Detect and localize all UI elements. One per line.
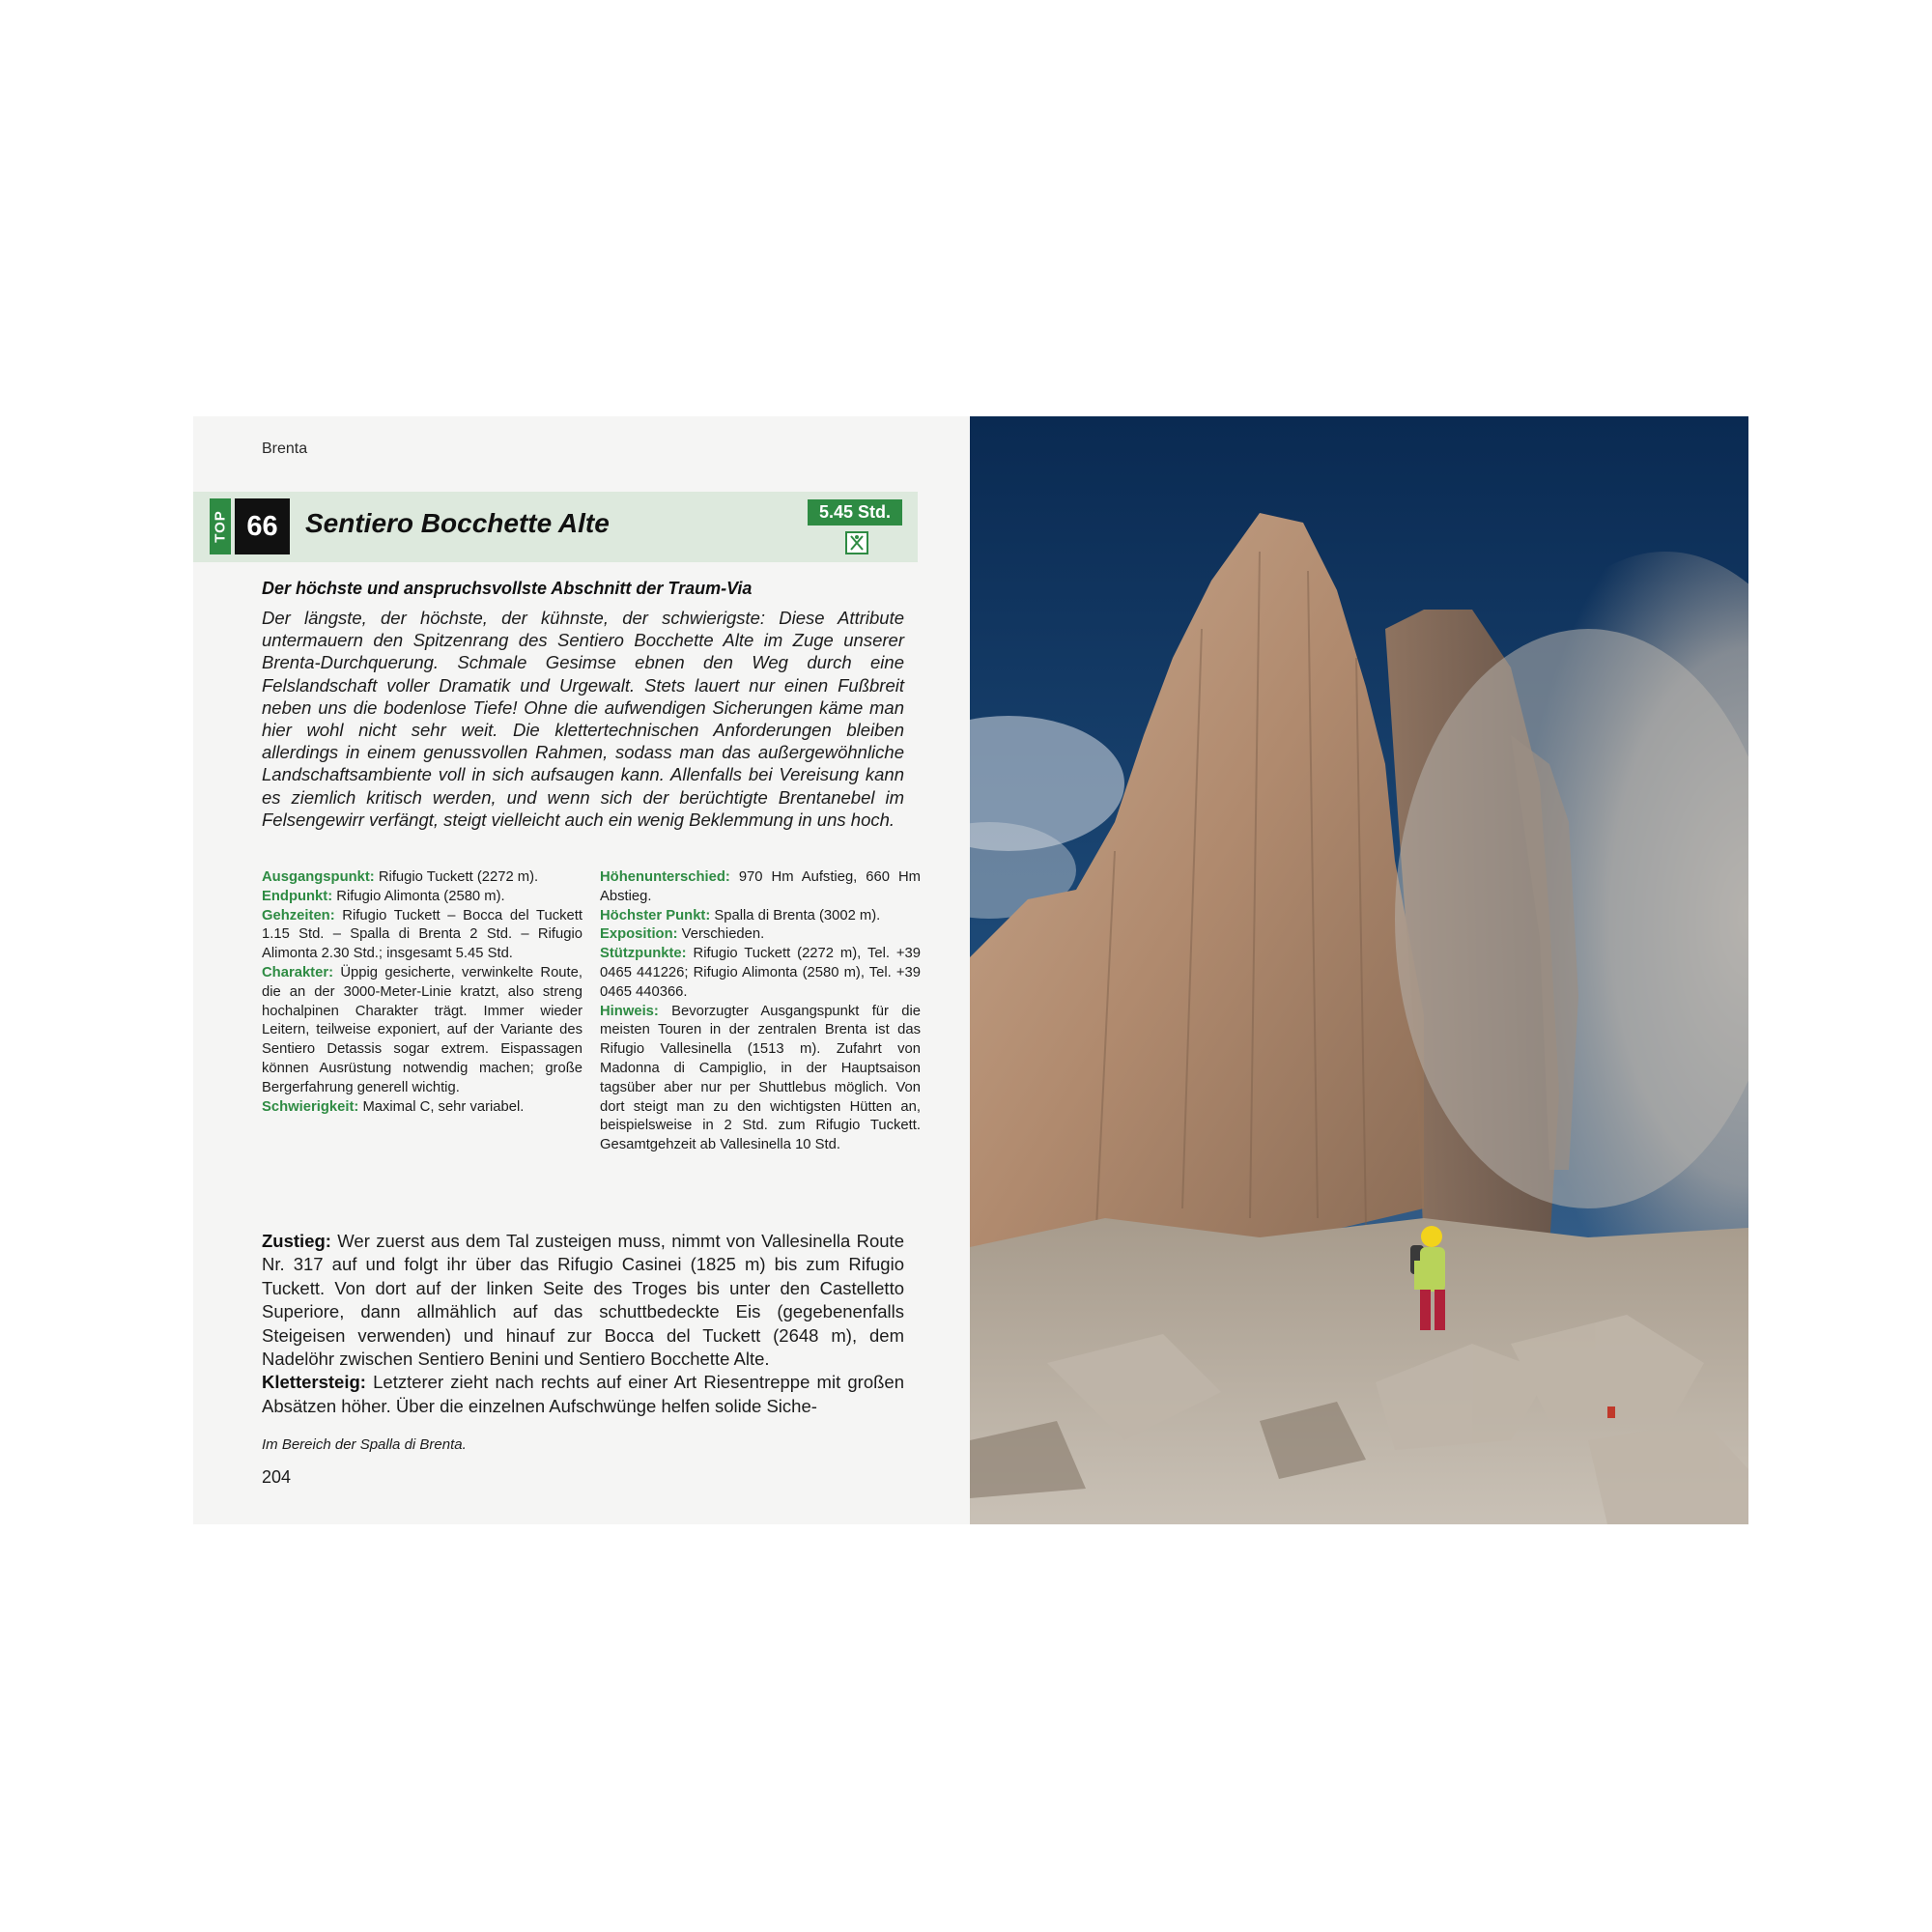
main-text bbox=[262, 1230, 904, 1418]
info-difficulty: Schwierigkeit: Maximal C, sehr variabel. bbox=[262, 1098, 525, 1115]
info-character: Charakter: Üppig gesicherte, verwinkelte Route, die an der 3000-Meter-Linie kratzt, also streng hochalpinen Charakter trägt. Immer wieder Leitern, teilweise exponiert, auf der Variante des Sentiero Detassis sogar extrem. Eispassagen können Ausrüstung notwendig machen; große Bergerfahrung generell wichtig. bbox=[262, 964, 582, 1095]
info-column-right bbox=[600, 868, 921, 1155]
left-page bbox=[193, 416, 970, 1524]
paragraph-via-ferrata: Klettersteig: Letzterer zieht nach rechts auf einer Art Riesentreppe mit großen Absätzen höher. Über die einzelnen Aufschwünge helfen solide Siche- bbox=[262, 1372, 904, 1416]
mountain-photo bbox=[970, 416, 1748, 1524]
tour-subtitle: Der höchste und anspruchsvollste Abschnitt der Traum-Via bbox=[262, 579, 753, 598]
info-elevation-gain: Höhenunterschied: 970 Hm Aufstieg, 660 Hm Abstieg. bbox=[600, 869, 921, 904]
info-highest-point: Höchster Punkt: Spalla di Brenta (3002 m). bbox=[600, 907, 881, 923]
page-number: 204 bbox=[262, 1467, 292, 1487]
info-end-point: Endpunkt: Rifugio Alimonta (2580 m). bbox=[262, 888, 505, 904]
mountain-photo-illustration bbox=[970, 416, 1748, 1524]
top-label: TOP bbox=[212, 510, 229, 543]
tour-title: Sentiero Bocchette Alte bbox=[305, 508, 610, 538]
info-exposure: Exposition: Verschieden. bbox=[600, 926, 765, 943]
info-huts: Stützpunkte: Rifugio Tuckett (2272 m), Tel. +39 0465 441226; Rifugio Alimonta (2580 m), Tel. +39 0465 440366. bbox=[600, 946, 921, 1000]
top-tab bbox=[210, 498, 231, 554]
info-start-point: Ausgangspunkt: Rifugio Tuckett (2272 m). bbox=[262, 869, 539, 885]
intro-text: Der längste, der höchste, der kühnste, der schwierigste: Diese Attribute untermauern den Spitzenrang des Sentiero Bocchette Alte im Zuge unserer Brenta-Durchquerung. Schmale Gesimse ebnen den Weg durch eine Felslandschaft voller Dramatik und Urgewalt. Stets lauert nur einen Fußbreit neben uns die bodenlose Tiefe! Ohne die aufwendigen Sicherungen käme man hier wohl nicht sehr weit. Die klettertechnischen Anforderungen bleiben allerdings in einem genussvollen Rahmen, sodass man das außergewöhnliche Landschaftsambiente voll in sich aufsaugen kann. Allenfalls bei Vereisung kann es ziemlich kritisch werden, und wenn sich der berüchtigte Brentanebel im Felsengewirr verfängt, steigt vielleicht auch ein wenig Beklemmung in uns hoch. bbox=[262, 608, 904, 830]
info-column-left bbox=[262, 868, 582, 1117]
duration-badge: 5.45 Std. bbox=[808, 499, 902, 526]
region-header: Brenta bbox=[262, 440, 308, 457]
book-spread bbox=[193, 416, 1748, 1524]
info-note: Hinweis: Bevorzugter Ausgangspunkt für die meisten Touren in der zentralen Brenta ist das Rifugio Vallesinella (1513 m). Zufahrt von Madonna di Campiglio, in der Hauptsaison tagsüber aber nur per Shuttlebus möglich. Von dort steigt man zu den wichtigsten Hütten an, beispielsweise in 2 Std. zum Rifugio Tuckett. Gesamtgehzeit ab Vallesinella 10 Std. bbox=[600, 1003, 921, 1153]
tour-number: 66 bbox=[235, 498, 290, 554]
photo-caption: Im Bereich der Spalla di Brenta. bbox=[262, 1436, 467, 1453]
tour-title-bar bbox=[193, 492, 918, 562]
info-walking-times: Gehzeiten: Rifugio Tuckett – Bocca del Tuckett 1.15 Std. – Spalla di Brenta 2 Std. – Rifugio Alimonta 2.30 Std.; insgesamt 5.45 Std. bbox=[262, 907, 582, 962]
paragraph-approach: Zustieg: Wer zuerst aus dem Tal zusteigen muss, nimmt von Vallesinella Route Nr. 317 auf und folgt ihr über das Rifugio Casinei (1825 m) bis zum Rifugio Tuckett. Von dort auf der linken Seite des Troges bis unter den Castelletto Superiore, dann allmählich auf das schuttbedeckte Eis (gegebenenfalls Steigeisen verwenden) und hinauf zur Bocca del Tuckett (2648 m), dem Nadelöhr zwischen Sentiero Benini und Sentiero Bocchette Alte. bbox=[262, 1231, 904, 1370]
climbing-icon bbox=[845, 531, 868, 554]
